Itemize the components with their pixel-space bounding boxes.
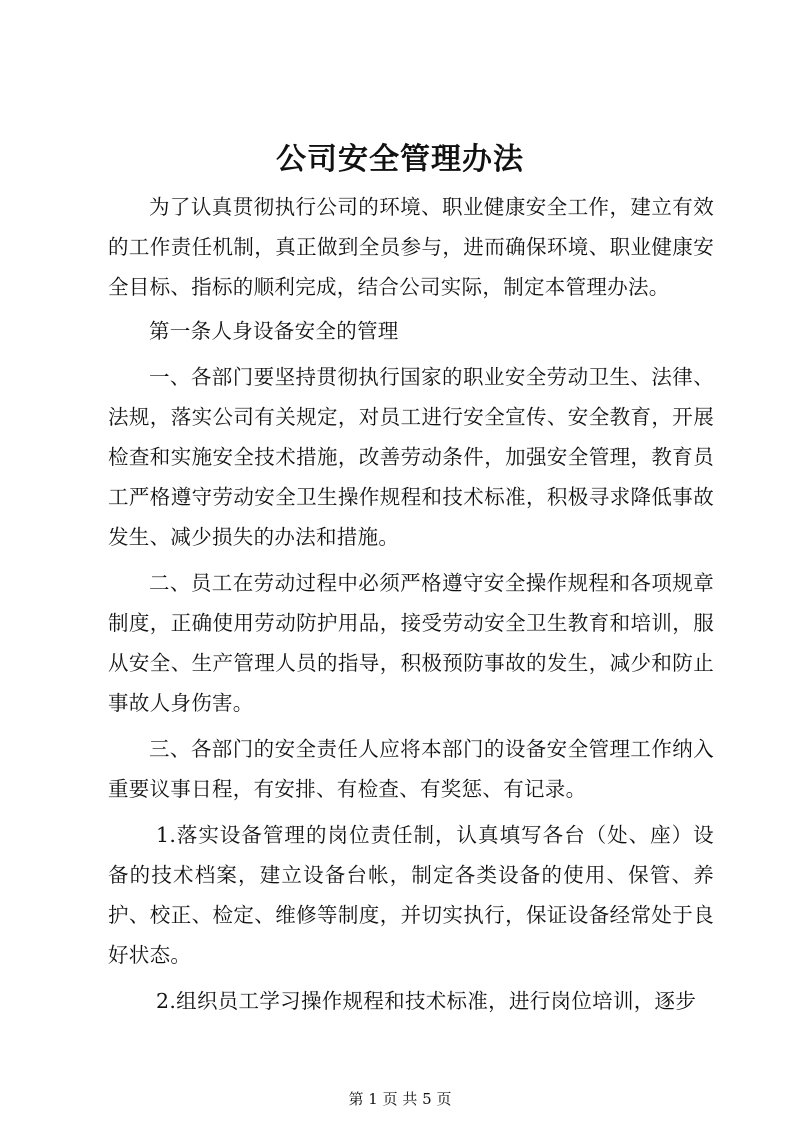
- item-two-paragraph: 2.组织员工学习操作规程和技术标准，进行岗位培训，逐步: [156, 989, 697, 1013]
- page-number-footer: 第 1 页 共 5 页: [348, 1090, 452, 1108]
- item-one-paragraph: 1.落实设备管理的岗位责任制，认真填写各台（处、座）设备的技术档案，建立设备台帐，制定各类设备的使用、保管、养护、校正、检定、维修等制度，并切实执行，保证设备经常处于良好状态。: [108, 823, 714, 967]
- clause-three-paragraph: 三、各部门的安全责任人应将本部门的设备安全管理工作纳入重要议事日程，有安排、有检查、有奖惩、有记录。: [108, 737, 714, 801]
- document-body: [108, 187, 714, 1021]
- article-heading: 第一条人身设备安全的管理: [149, 319, 399, 343]
- clause-one-paragraph: 一、各部门要坚持贯彻执行国家的职业安全劳动卫生、法律、法规，落实公司有关规定，对员工进行安全宣传、安全教育，开展检查和实施安全技术措施，改善劳动条件，加强安全管理，教育员工严格遵守劳动安全卫生操作规程和技术标准，积极寻求降低事故发生、减少损失的办法和措施。: [108, 365, 714, 549]
- document-title: 公司安全管理办法: [276, 142, 524, 177]
- intro-paragraph: 为了认真贯彻执行公司的环境、职业健康安全工作，建立有效的工作责任机制，真正做到全员参与，进而确保环境、职业健康安全目标、指标的顺利完成，结合公司实际，制定本管理办法。: [108, 195, 714, 299]
- clause-two-paragraph: 二、员工在劳动过程中必须严格遵守安全操作规程和各项规章制度，正确使用劳动防护用品，接受劳动安全卫生教育和培训，服从安全、生产管理人员的指导，积极预防事故的发生，减少和防止事故人身伤害。: [108, 571, 714, 715]
